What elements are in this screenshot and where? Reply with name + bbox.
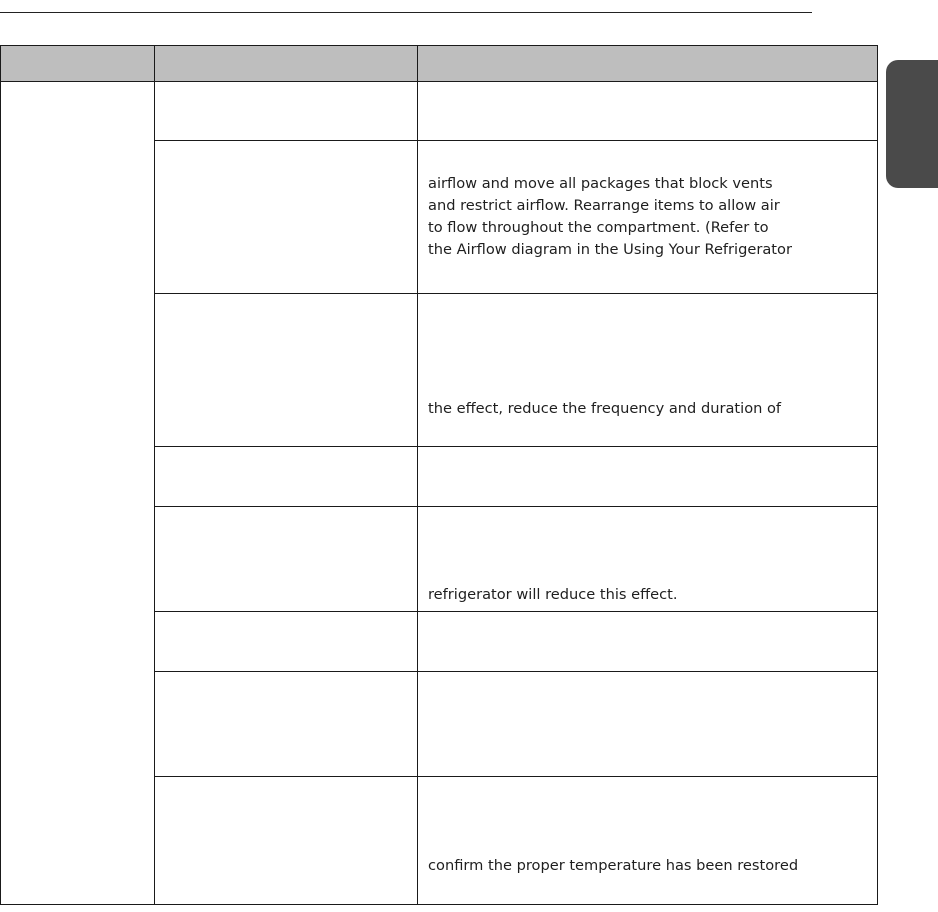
cause-cell	[155, 612, 418, 672]
solution-cell	[418, 141, 878, 294]
solution-text: airflow and move all packages that block vents and restrict airflow. Rearrange items to allow air to flow throughout the compartment. (Refer to the Airflow diagram in the Using Your Refrigerator	[428, 175, 792, 258]
cause-cell	[155, 294, 418, 447]
cause-cell	[155, 777, 418, 905]
solution-text: confirm the proper temperature has been restored	[428, 857, 799, 874]
solution-cell	[418, 507, 878, 612]
header-possible-causes	[155, 46, 418, 82]
top-rule	[0, 12, 812, 13]
problem-category-cell	[1, 82, 155, 905]
solution-cell	[418, 294, 878, 447]
language-tab[interactable]	[886, 60, 938, 188]
solution-cell	[418, 672, 878, 777]
cause-cell	[155, 507, 418, 612]
table-header-row	[1, 46, 878, 82]
solution-cell	[418, 612, 878, 672]
solution-text: the effect, reduce the frequency and duration of	[428, 400, 782, 417]
header-problem	[1, 46, 155, 82]
solution-cell	[418, 777, 878, 905]
troubleshooting-table	[0, 45, 878, 905]
cause-cell	[155, 82, 418, 141]
header-solutions	[418, 46, 878, 82]
solution-cell	[418, 447, 878, 507]
cause-cell	[155, 447, 418, 507]
table-row	[1, 82, 878, 141]
solution-text: refrigerator will reduce this effect.	[428, 586, 678, 603]
cause-cell	[155, 672, 418, 777]
solution-cell	[418, 82, 878, 141]
cause-cell	[155, 141, 418, 294]
